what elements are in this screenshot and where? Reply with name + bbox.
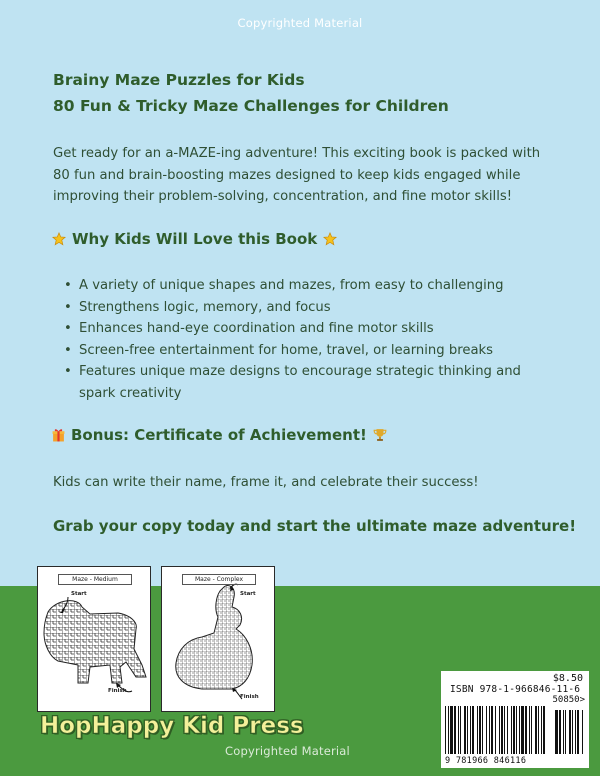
barcode-addon-label: 50850> (552, 695, 585, 705)
maze-sample-title: Maze - Complex (182, 574, 256, 585)
list-item: • Features unique maze designs to encourage strategic thinking and spark creativity (53, 361, 553, 404)
why-heading (52, 230, 337, 248)
maze-sample-title: Maze - Medium (58, 574, 132, 585)
price-label: $8.50 (552, 673, 583, 684)
rabbit-maze-image (162, 567, 274, 711)
watermark-bottom: Copyrighted Material (225, 744, 350, 758)
trophy-icon (373, 428, 387, 442)
watermark-top: Copyrighted Material (237, 16, 363, 30)
maze-sample-medium (37, 566, 151, 712)
maze-start-label: Start (71, 591, 87, 597)
list-item: • Screen-free entertainment for home, travel, or learning breaks (53, 340, 553, 362)
bonus-heading (52, 426, 387, 444)
list-item: • Strengthens logic, memory, and focus (53, 297, 553, 319)
gift-icon (52, 428, 65, 442)
isbn-label: ISBN 978-1-966846-11-6 (450, 684, 581, 695)
call-to-action: Grab your copy today and start the ultimate maze adventure! (53, 517, 577, 535)
why-heading-text: Why Kids Will Love this Book (72, 230, 318, 248)
list-item: • A variety of unique shapes and mazes, from easy to challenging (53, 275, 553, 297)
bonus-heading-text: Bonus: Certificate of Achievement! (71, 426, 367, 444)
book-subtitle: 80 Fun & Tricky Maze Challenges for Children (53, 97, 449, 115)
book-title: Brainy Maze Puzzles for Kids (53, 71, 305, 89)
star-icon (52, 232, 66, 246)
publisher-name: HopHappy Kid Press (40, 713, 304, 739)
intro-paragraph: Get ready for an a-MAZE-ing adventure! This exciting book is packed with 80 fun and brain-boosting mazes designed to keep kids engaged while improving their problem-solving, concentration, and fine motor skills! (53, 146, 541, 204)
feature-list (53, 275, 553, 404)
maze-finish-label: Finish (240, 694, 259, 700)
star-icon (323, 232, 337, 246)
barcode-number: 9 781966 846116 (445, 756, 527, 766)
maze-finish-label: Finish (108, 688, 127, 694)
isbn-barcode (441, 671, 589, 768)
list-item: • Enhances hand-eye coordination and fine motor skills (53, 318, 553, 340)
maze-sample-complex (161, 566, 275, 712)
bonus-paragraph: Kids can write their name, frame it, and celebrate their success! (53, 475, 479, 490)
lion-maze-image (38, 567, 150, 711)
barcode-bars (444, 706, 586, 756)
maze-start-label: Start (240, 591, 256, 597)
